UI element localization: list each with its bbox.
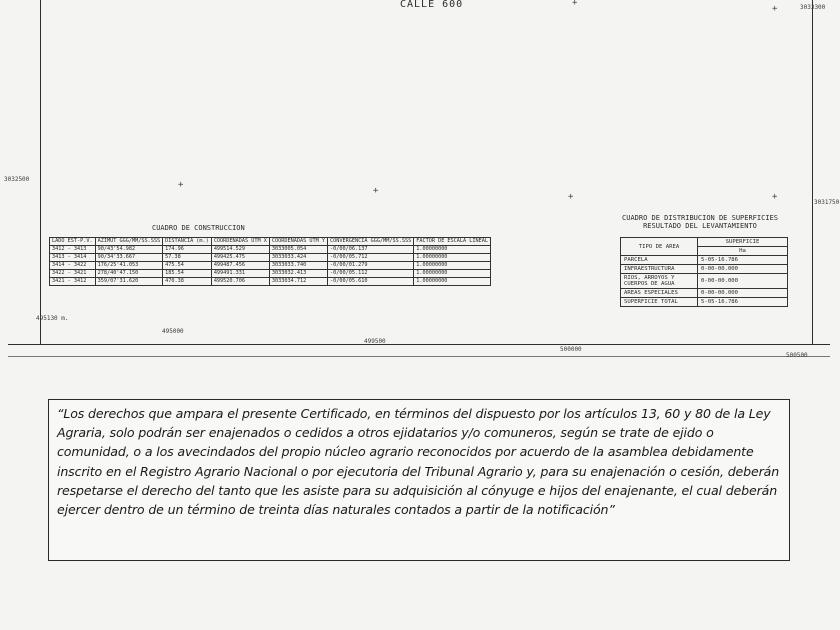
table-cell: INFRAESTRUCTURA: [621, 265, 698, 274]
table-row: [621, 256, 788, 265]
table-cell: 1.00000000: [414, 270, 491, 278]
distribution-table: [620, 237, 788, 307]
table-cell: 3033033.740: [269, 262, 327, 270]
coord-label-bottom-1: 495000: [162, 328, 184, 335]
table-cell: 3422 - 3421: [50, 270, 96, 278]
table-cell: PARCELA: [621, 256, 698, 265]
sheet-edge-line: [8, 356, 830, 357]
table-header-row: [621, 238, 788, 247]
table-cell: 185.54: [163, 270, 212, 278]
table-row: [50, 254, 491, 262]
coord-label-left-mid: 3032500: [4, 176, 30, 183]
coord-label-bottom-3: 500000: [560, 346, 582, 353]
legal-notice-box: [48, 399, 790, 561]
distribution-title-line2: RESULTADO DEL LEVANTAMIENTO: [643, 222, 757, 230]
table-cell: 3412 - 3413: [50, 246, 96, 254]
table-cell: -0/00/06.137: [328, 246, 414, 254]
table-header-cell: Ha: [698, 247, 788, 256]
table-row: [50, 270, 491, 278]
table-cell: 0-00-00.000: [698, 289, 788, 298]
table-cell: 176/25'41.053: [95, 262, 162, 270]
table-cell: -0/00/05.112: [328, 270, 414, 278]
table-header-cell: DISTANCIA (m.): [163, 238, 212, 246]
distribution-title-line1: CUADRO DE DISTRIBUCION DE SUPERFICIES: [622, 214, 778, 222]
table-cell: 499487.456: [211, 262, 269, 270]
table-cell: 470.38: [163, 278, 212, 286]
coord-label-left-bottom: 495130 m.: [36, 315, 69, 322]
table-cell: SUPERFICIE TOTAL: [621, 298, 698, 307]
table-row: [621, 274, 788, 289]
table-cell: 3413 - 3414: [50, 254, 96, 262]
table-cell: 90/43'54.982: [95, 246, 162, 254]
table-row: [50, 262, 491, 270]
table-cell: 475.54: [163, 262, 212, 270]
table-row: [621, 298, 788, 307]
grid-cross-mark: +: [572, 0, 578, 8]
construction-table-title: CUADRO DE CONSTRUCCION: [152, 224, 245, 232]
table-header-cell: COORDENADAS UTM Y: [269, 238, 327, 246]
table-cell: RIOS, ARROYOS Y CUERPOS DE AGUA: [621, 274, 698, 289]
construction-table: [49, 237, 491, 286]
table-cell: 0-00-00.000: [698, 265, 788, 274]
table-header-row: [50, 238, 491, 246]
table-cell: 1.00000000: [414, 278, 491, 286]
coord-label-bottom-4: 500500: [786, 352, 808, 359]
table-cell: 499425.475: [211, 254, 269, 262]
table-header-cell: TIPO DE AREA: [621, 238, 698, 256]
table-cell: 359/07'31.620: [95, 278, 162, 286]
coord-label-bottom-2: 499500: [364, 338, 386, 345]
grid-cross-mark: +: [772, 192, 778, 202]
table-cell: 3033033.424: [269, 254, 327, 262]
table-cell: 499520.706: [211, 278, 269, 286]
table-header-cell: SUPERFICIE: [698, 238, 788, 247]
table-cell: 3033034.712: [269, 278, 327, 286]
grid-cross-mark: +: [772, 4, 778, 14]
grid-cross-mark: +: [568, 192, 574, 202]
table-row: [621, 265, 788, 274]
street-label: CALLE 600: [400, 0, 464, 10]
table-header-cell: AZIMUT GGG/MM/SS.SSS: [95, 238, 162, 246]
table-cell: -0/00/01.279: [328, 262, 414, 270]
table-cell: 90/34'33.667: [95, 254, 162, 262]
table-cell: 499514.529: [211, 246, 269, 254]
distribution-table-title: [612, 214, 788, 230]
table-cell: -0/00/05.610: [328, 278, 414, 286]
table-cell: 3033032.413: [269, 270, 327, 278]
table-cell: 278/40'47.150: [95, 270, 162, 278]
table-cell: 57.38: [163, 254, 212, 262]
table-cell: 3033005.054: [269, 246, 327, 254]
table-row: [621, 289, 788, 298]
legal-notice-text: “Los derechos que ampara el presente Certificado, en términos del dispuesto por los artículos 13, 60 y 80 de la Ley Agraria, solo podrán ser enajenados o cedidos a otros ejidatarios y/o comuneros, según se trate de ejido o comunidad, o a los avecindados del propio núcleo agrario reconocidos por acuerdo de la asamblea debidamente inscrito en el Registro Agrario Nacional o por ejecutoria del Tribunal Agrario y, para su enajenación o cesión, deberán respetarse el derecho del tanto que les asiste para su adquisición al cónyuge e hijos del enajenante, el cual deberán ejercer dentro de un término de treinta días naturales contados a partir de la notificación”: [57, 406, 780, 518]
table-row: [50, 246, 491, 254]
table-cell: 1.00000000: [414, 246, 491, 254]
table-cell: 3414 - 3422: [50, 262, 96, 270]
map-bottom-border: [8, 344, 830, 345]
table-cell: 5-05-16.786: [698, 298, 788, 307]
map-left-border: [40, 0, 41, 345]
coord-label-right-mid: 3031750: [814, 199, 840, 206]
map-right-border: [812, 0, 813, 345]
table-cell: 499491.331: [211, 270, 269, 278]
table-row: [50, 278, 491, 286]
table-cell: 174.96: [163, 246, 212, 254]
table-cell: 5-05-16.786: [698, 256, 788, 265]
table-cell: 1.00000000: [414, 254, 491, 262]
table-header-cell: COORDENADAS UTM X: [211, 238, 269, 246]
coord-label-top-right: 3033300: [800, 4, 826, 11]
grid-cross-mark: +: [373, 186, 379, 196]
table-cell: 1.00000000: [414, 262, 491, 270]
table-header-cell: LADO EST-P.V.: [50, 238, 96, 246]
table-cell: AREAS ESPECIALES: [621, 289, 698, 298]
table-header-cell: CONVERGENCIA GGG/MM/SS.SSS: [328, 238, 414, 246]
table-cell: 3421 - 3412: [50, 278, 96, 286]
table-header-cell: FACTOR DE ESCALA LINEAL: [414, 238, 491, 246]
grid-cross-mark: +: [178, 180, 184, 190]
table-cell: -0/00/05.712: [328, 254, 414, 262]
table-cell: 0-00-00.000: [698, 274, 788, 289]
